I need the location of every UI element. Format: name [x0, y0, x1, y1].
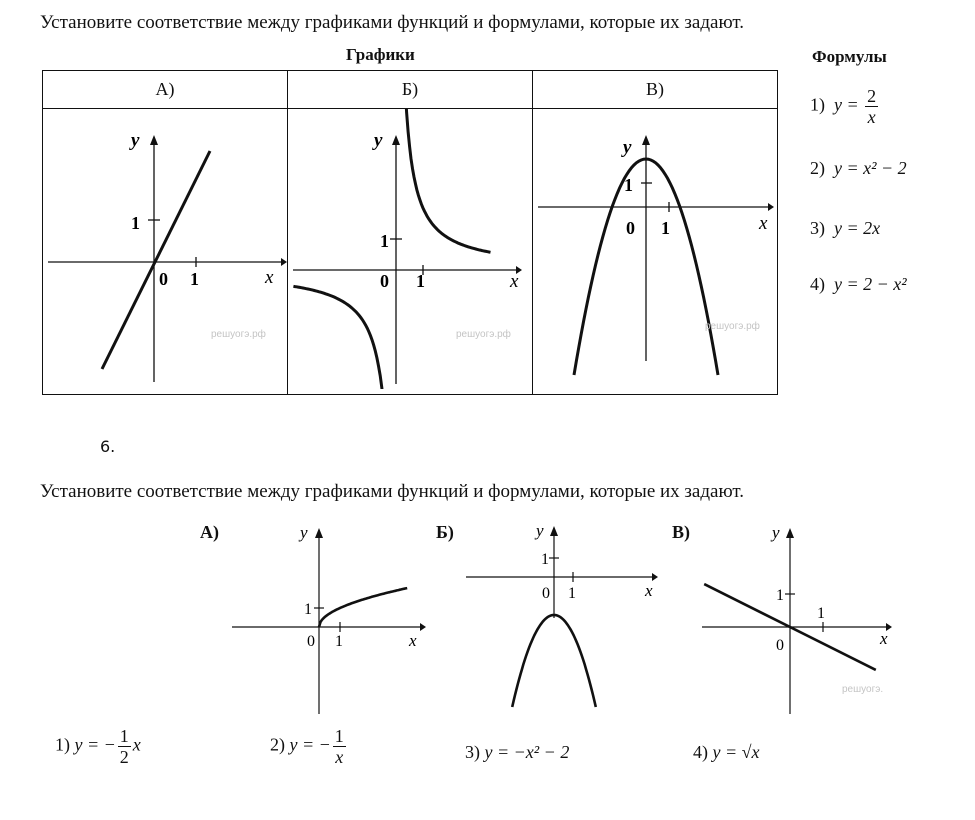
tick-label-y-one: 1 — [624, 175, 633, 195]
graph-c-parabola — [533, 109, 777, 389]
origin-label: 0 — [626, 218, 635, 238]
task-number: 6. — [100, 437, 116, 456]
formula2-3: 3) y = −x² − 2 — [465, 742, 570, 762]
formula-2: 2) y = x² − 2 — [810, 158, 907, 178]
y-axis-arrow — [150, 135, 158, 145]
tick-label-y-one: 1 — [541, 551, 549, 568]
tick-label-x-one: 1 — [661, 218, 670, 238]
origin-label: 0 — [159, 269, 168, 289]
y-label: y — [536, 521, 544, 540]
graphs-table — [42, 70, 778, 395]
y-label: y — [374, 130, 383, 151]
watermark: решуогэ.рф — [705, 321, 760, 332]
tick-label-y-one: 1 — [304, 601, 312, 618]
formula-3: 3) y = 2x — [810, 218, 881, 238]
watermark: решуогэ.рф — [456, 329, 511, 340]
formula2-1: 1) y = − $\frac{1}{2}$ x — [55, 726, 141, 767]
formulas-header: Формулы — [812, 47, 887, 66]
label-a: А) — [200, 522, 219, 542]
function-line — [102, 151, 210, 369]
formula2-2: 2) y = − $\frac{1}{x}$ — [270, 726, 344, 767]
x-label: x — [645, 581, 653, 600]
x-axis-arrow — [281, 258, 287, 266]
label-c: В) — [672, 522, 690, 542]
tick-label-x-one: 1 — [190, 269, 199, 289]
y-axis-arrow — [642, 135, 650, 145]
formula-4: 4) y = 2 − x² — [810, 274, 907, 294]
formula2-4: 4) y = √x — [693, 742, 760, 762]
hyperbola-branch-positive — [402, 109, 490, 252]
sqrt-curve — [319, 588, 407, 627]
x-axis-arrow — [768, 203, 774, 211]
y-label: y — [623, 137, 632, 158]
tick-label-x-one: 1 — [817, 605, 825, 622]
origin-label: 0 — [380, 271, 389, 291]
y-label: y — [131, 130, 140, 151]
tick-label-x-one: 1 — [568, 585, 576, 602]
graph2-b-parabola — [462, 518, 662, 718]
watermark: решуогэ.рф — [211, 329, 266, 340]
origin-label: 0 — [307, 633, 315, 650]
parabola-curve — [512, 615, 596, 707]
y-label: y — [772, 523, 780, 542]
graph-b-hyperbola — [288, 109, 532, 389]
column-header-b: Б) — [288, 71, 533, 109]
y-axis-arrow — [392, 135, 400, 145]
tick-label-x-one: 1 — [335, 633, 343, 650]
x-label: x — [510, 271, 519, 292]
graph2-a-sqrt — [230, 518, 430, 718]
x-label: x — [759, 213, 768, 234]
watermark: решуогэ. — [842, 684, 884, 695]
graph-cell-b — [288, 109, 533, 395]
graph2-c-linear — [700, 518, 910, 718]
task1-instruction: Установите соответствие между графиками функций и формулами, которые их задают. — [40, 12, 745, 33]
tick-label-y-one: 1 — [776, 587, 784, 604]
graph-a-linear — [43, 109, 287, 389]
task2-instruction: Установите соответствие между графиками функций и формулами, которые их задают. — [40, 481, 745, 502]
column-header-a: А) — [43, 71, 288, 109]
tick-label-y-one: 1 — [380, 231, 389, 251]
tick-label-y-one: 1 — [131, 213, 140, 233]
origin-label: 0 — [776, 637, 784, 654]
column-header-c: В) — [533, 71, 778, 109]
formula-1: 1) y = $\frac{2}{x}$ — [810, 86, 877, 127]
graphs-header: Графики — [346, 45, 415, 64]
graph-cell-c — [533, 109, 778, 395]
hyperbola-branch-negative — [293, 286, 389, 389]
x-label: x — [265, 267, 274, 288]
x-label: x — [409, 631, 417, 650]
tick-label-x-one: 1 — [416, 271, 425, 291]
origin-label: 0 — [542, 585, 550, 602]
y-label: y — [300, 523, 308, 542]
x-label: x — [880, 629, 888, 648]
graph-cell-a — [43, 109, 288, 395]
label-b: Б) — [436, 522, 454, 542]
